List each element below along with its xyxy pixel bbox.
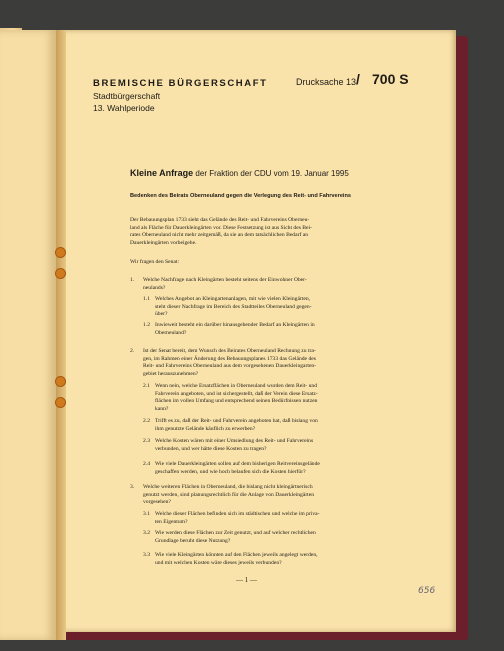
item-text-line: Ist der Senat bereit, dem Wunsch des Beirates Oberneuland Rechnung zu tra-: [143, 348, 316, 354]
item-number: 2.1: [143, 383, 150, 389]
item-text-line: Wie werden diese Flächen zur Zeit genutzt, und auf welcher rechtlichen: [155, 530, 316, 536]
item-text-line: geschaffen werden, und wie hoch belaufen sich die Kosten hierfür?: [155, 468, 306, 475]
item-text-line: Fahrverein angeboten, und ist sichergestellt, daß der Verein diese Ersatz-: [155, 390, 318, 397]
lead-question: Wir fragen den Senat:: [130, 259, 180, 265]
intro-line: Der Bebauungsplan 1733 sieht das Gelände des Reit- und Fahrvereins Oberneu-: [130, 217, 310, 223]
item-text-line: genutzt werden, sind planungsrechtlich für die Anlage von Dauerkleingärten: [143, 491, 315, 498]
drucksache-label: Drucksache 13: [296, 77, 357, 87]
item-text-line: Wenn nein, welche Ersatzflächen in Oberneuland wurden dem Reit- und: [155, 383, 318, 389]
binder-hole: [55, 397, 66, 408]
item-text-line: neulands?: [143, 284, 166, 291]
chamber-name: Stadtbürgerschaft: [93, 91, 161, 101]
binder-hole: [55, 268, 66, 279]
intro-line: rates Oberneuland nicht mehr zeitgemäß, da sie an dem tatsächlichen Bedarf an: [130, 232, 308, 239]
item-number: 3.: [130, 484, 135, 490]
item-text-line: ihm genutzte Gelände käuflich zu erwerben?: [155, 425, 256, 432]
item-number: 2.4: [143, 461, 150, 467]
item-number: 2.2: [143, 418, 150, 424]
item-text-line: Wie viele Dauerkleingärten sollen auf dem bisherigen Reitvereinsgelände: [155, 461, 320, 467]
item-text-line: vorgesehen?: [143, 499, 171, 506]
document-title: [130, 168, 349, 178]
item-text-line: Welche weiteren Flächen in Oberneuland, die bislang nicht kleingärtnerisch: [143, 484, 313, 490]
handwritten-page-number: 656: [418, 586, 436, 596]
organization-name: BREMISCHE BÜRGERSCHAFT: [93, 78, 268, 89]
item-text-line: steht dieser Nachfrage im Bereich des Stadtteiles Oberneuland gegen-: [155, 303, 312, 310]
item-text-line: und mit welchen Kosten wäre dieses jeweils verbunden?: [155, 559, 282, 566]
item-text-line: Welche Kosten wären mit einer Umsiedlung des Reit- und Fahrvereins: [155, 438, 314, 444]
title-main: Kleine Anfrage: [130, 168, 194, 178]
legislative-period: 13. Wahlperiode: [93, 103, 155, 113]
intro-line: land als Fläche für Dauerkleingärten vor. Diese Festsetzung ist aus Sicht des Bei-: [130, 224, 312, 231]
item-number: 3.1: [143, 511, 150, 517]
item-text-line: Welche Nachfrage nach Kleingärten besteht seitens der Einwohner Ober-: [143, 277, 307, 283]
intro-line: Dauerkleingärten vorbeigehe.: [130, 239, 197, 246]
title-suffix: der Fraktion der CDU vom 19. Januar 1995: [195, 169, 349, 178]
item-text-line: Reit- und Fahrvereins Oberneuland aus dem vorgesehenen Dauerkleingarten-: [143, 363, 317, 370]
page-gutter: [56, 30, 66, 640]
item-text-line: Welche dieser Flächen befinden sich im städtischen und welche im priva-: [155, 511, 320, 517]
item-text-line: Wie viele Kleingärten könnten auf den Flächen jeweils angelegt werden,: [155, 552, 318, 558]
item-number: 1.1: [143, 296, 150, 302]
item-number: 3.3: [143, 552, 150, 558]
item-text-line: ten Eigentum?: [155, 518, 188, 525]
item-text-line: über?: [155, 311, 168, 318]
item-text-line: gebiet herauszunehmen?: [143, 370, 199, 377]
item-text-line: Welches Angebot an Kleingartenanlagen, mit wie vielen Kleingärten,: [155, 296, 311, 302]
drucksache-number: 700 S: [372, 71, 409, 87]
document-page: [58, 30, 456, 632]
item-text-line: Oberneuland?: [155, 329, 187, 336]
item-text-line: Grundlage beruht diese Nutzung?: [155, 537, 231, 544]
binder-hole: [55, 376, 66, 387]
item-text-line: Trifft es zu, daß der Reit- und Fahrverein angeboten hat, daß bislang von: [155, 418, 318, 424]
binder-hole: [55, 247, 66, 258]
item-number: 3.2: [143, 530, 150, 536]
item-text-line: Inwieweit besteht ein darüber hinausgehender Bedarf an Kleingärten in: [155, 322, 315, 328]
item-text-line: verbunden, und wer hätte diese Kosten zu tragen?: [155, 445, 267, 452]
item-number: 2.: [130, 348, 135, 354]
document-subject: Bedenken des Beirats Oberneuland gegen die Verlegung des Reit- und Fahrvereins: [130, 193, 352, 199]
item-text-line: kann?: [155, 405, 169, 412]
item-number: 1.: [130, 277, 135, 283]
item-number: 2.3: [143, 438, 150, 444]
page-number: — 1 —: [236, 576, 257, 584]
left-page: [0, 30, 56, 640]
item-number: 1.2: [143, 322, 150, 328]
item-text-line: gen, im Rahmen einer Änderung des Bebauungsplanes 1733 das Gelände des: [143, 355, 316, 362]
drucksache-separator: /: [356, 71, 360, 87]
item-text-line: flächen im vollen Umfang und entsprechend seinen Bedürfnissen nutzen: [155, 398, 318, 405]
